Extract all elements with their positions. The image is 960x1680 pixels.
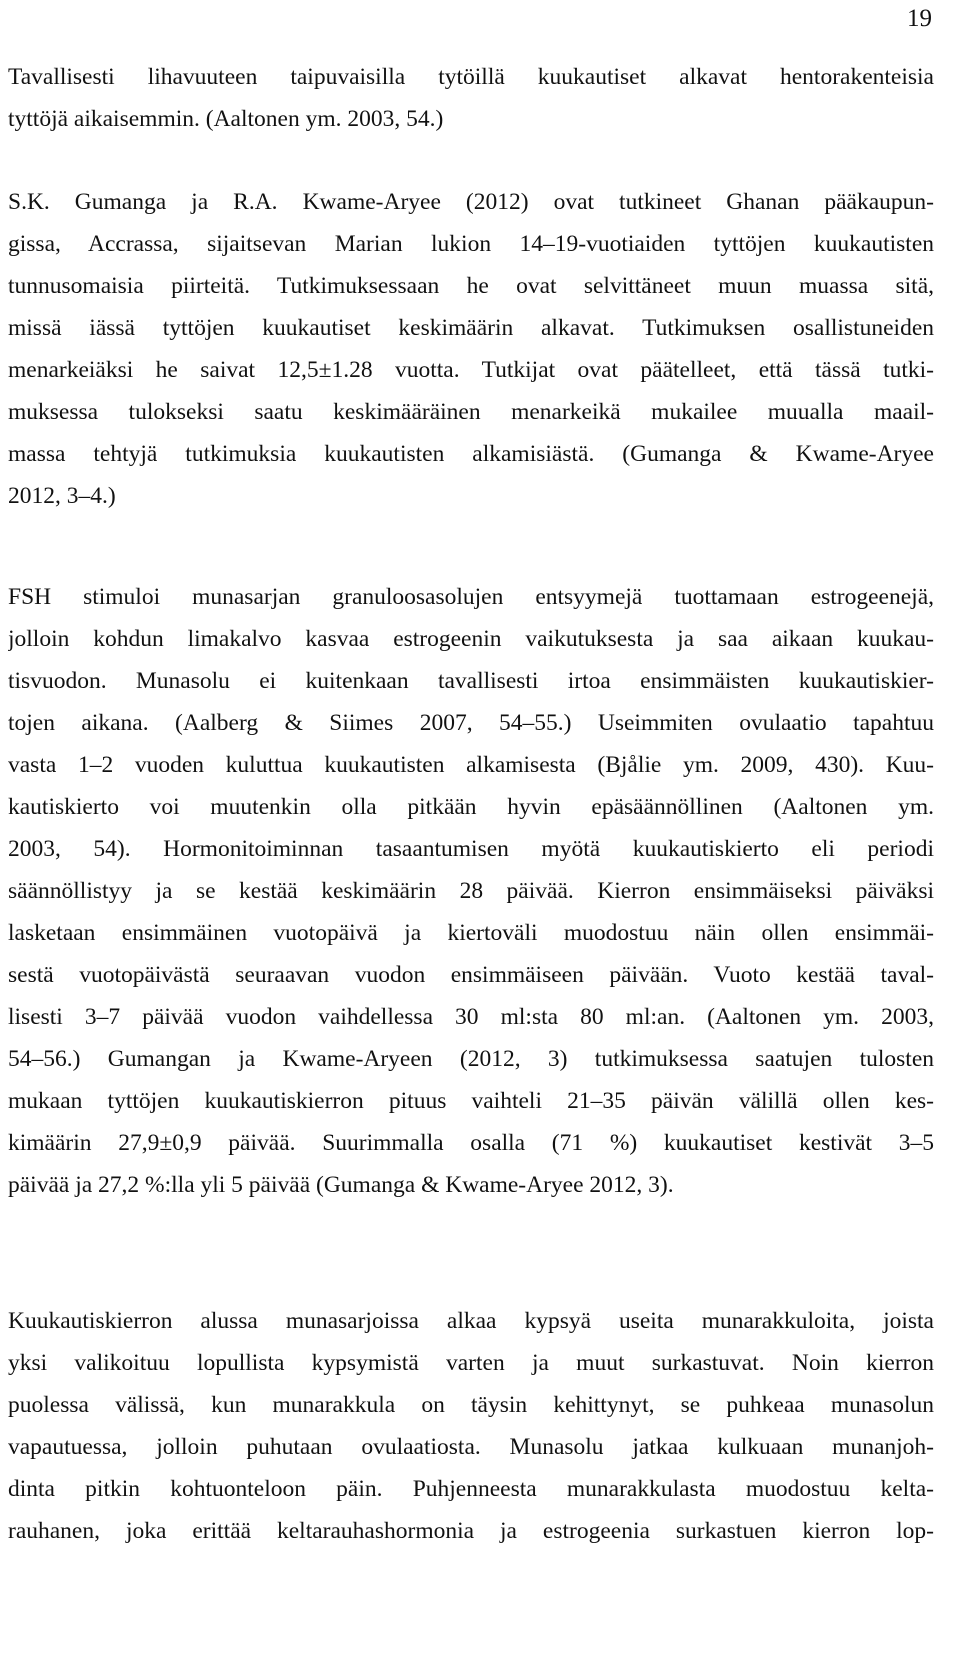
text-line: rauhanen, joka erittää keltarauhashormonia ja estrogeenia surkastuen kierron lop- [8, 1518, 934, 1544]
text-line: sestä vuotopäivästä seuraavan vuodon ensimmäiseen päivään. Vuoto kestää taval- [8, 962, 934, 988]
text-line: tisvuodon. Munasolu ei kuitenkaan tavallisesti irtoa ensimmäisten kuukautiskier- [8, 668, 934, 694]
text-line: 2012, 3–4.) [8, 483, 116, 509]
text-line: kimäärin 27,9±0,9 päivää. Suurimmalla osalla (71 %) kuukautiset kestivät 3–5 [8, 1130, 934, 1156]
text-line: FSH stimuloi munasarjan granuloosasolujen entsyymejä tuottamaan estrogeenejä, [8, 584, 934, 610]
text-line: tunnusomaisia piirteitä. Tutkimuksessaan he ovat selvittäneet muun muassa sitä, [8, 273, 934, 299]
text-line: päivää ja 27,2 %:lla yli 5 päivää (Gumanga & Kwame-Aryee 2012, 3). [8, 1172, 674, 1198]
text-line: jolloin kohdun limakalvo kasvaa estrogeenin vaikutuksesta ja saa aikaan kuukau- [8, 626, 934, 652]
text-line: säännöllistyy ja se kestää keskimäärin 28 päivää. Kierron ensimmäiseksi päiväksi [8, 878, 934, 904]
text-line: vasta 1–2 vuoden kuluttua kuukautisten alkamisesta (Bjålie ym. 2009, 430). Kuu- [8, 752, 934, 778]
text-line: vapautuessa, jolloin puhutaan ovulaatiosta. Munasolu jatkaa kulkuaan munanjoh- [8, 1434, 934, 1460]
text-line: muksessa tulokseksi saatu keskimääräinen menarkeikä mukailee muualla maail- [8, 399, 934, 425]
text-line: Kuukautiskierron alussa munasarjoissa alkaa kypsyä useita munarakkuloita, joista [8, 1308, 934, 1334]
text-line: 54–56.) Gumangan ja Kwame-Aryeen (2012, 3) tutkimuksessa saatujen tulosten [8, 1046, 934, 1072]
text-line: kautiskierto voi muutenkin olla pitkään hyvin epäsäännöllinen (Aaltonen ym. [8, 794, 934, 820]
text-line: lisesti 3–7 päivää vuodon vaihdellessa 30 ml:sta 80 ml:an. (Aaltonen ym. 2003, [8, 1004, 934, 1030]
text-line: S.K. Gumanga ja R.A. Kwame-Aryee (2012) ovat tutkineet Ghanan pääkaupun- [8, 189, 934, 215]
text-line: mukaan tyttöjen kuukautiskierron pituus vaihteli 21–35 päivän välillä ollen kes- [8, 1088, 934, 1114]
paragraph-1 [8, 56, 934, 140]
paragraph-4 [8, 1300, 934, 1552]
text-line: Tavallisesti lihavuuteen taipuvaisilla tytöillä kuukautiset alkavat hentorakenteisia [8, 64, 934, 90]
page-number: 19 [907, 5, 932, 32]
text-line: gissa, Accrassa, sijaitsevan Marian lukion 14–19-vuotiaiden tyttöjen kuukautisten [8, 231, 934, 257]
text-line: massa tehtyjä tutkimuksia kuukautisten alkamisiästä. (Gumanga & Kwame-Aryee [8, 441, 934, 467]
text-line: tyttöjä aikaisemmin. (Aaltonen ym. 2003, 54.) [8, 106, 444, 132]
paragraph-2 [8, 181, 934, 517]
paragraph-3 [8, 576, 934, 1206]
text-line: 2003, 54). Hormonitoiminnan tasaantumisen myötä kuukautiskierto eli periodi [8, 836, 934, 862]
text-line: missä iässä tyttöjen kuukautiset keskimäärin alkavat. Tutkimuksen osallistuneiden [8, 315, 934, 341]
text-line: tojen aikana. (Aalberg & Siimes 2007, 54–55.) Useimmiten ovulaatio tapahtuu [8, 710, 934, 736]
text-line: menarkeiäksi he saivat 12,5±1.28 vuotta. Tutkijat ovat päätelleet, että tässä tutki- [8, 357, 934, 383]
text-line: puolessa välissä, kun munarakkula on täysin kehittynyt, se puhkeaa munasolun [8, 1392, 934, 1418]
text-line: dinta pitkin kohtuonteloon päin. Puhjenneesta munarakkulasta muodostuu kelta- [8, 1476, 934, 1502]
text-line: lasketaan ensimmäinen vuotopäivä ja kiertoväli muodostuu näin ollen ensimmäi- [8, 920, 934, 946]
text-line: yksi valikoituu lopullista kypsymistä varten ja muut surkastuvat. Noin kierron [8, 1350, 934, 1376]
